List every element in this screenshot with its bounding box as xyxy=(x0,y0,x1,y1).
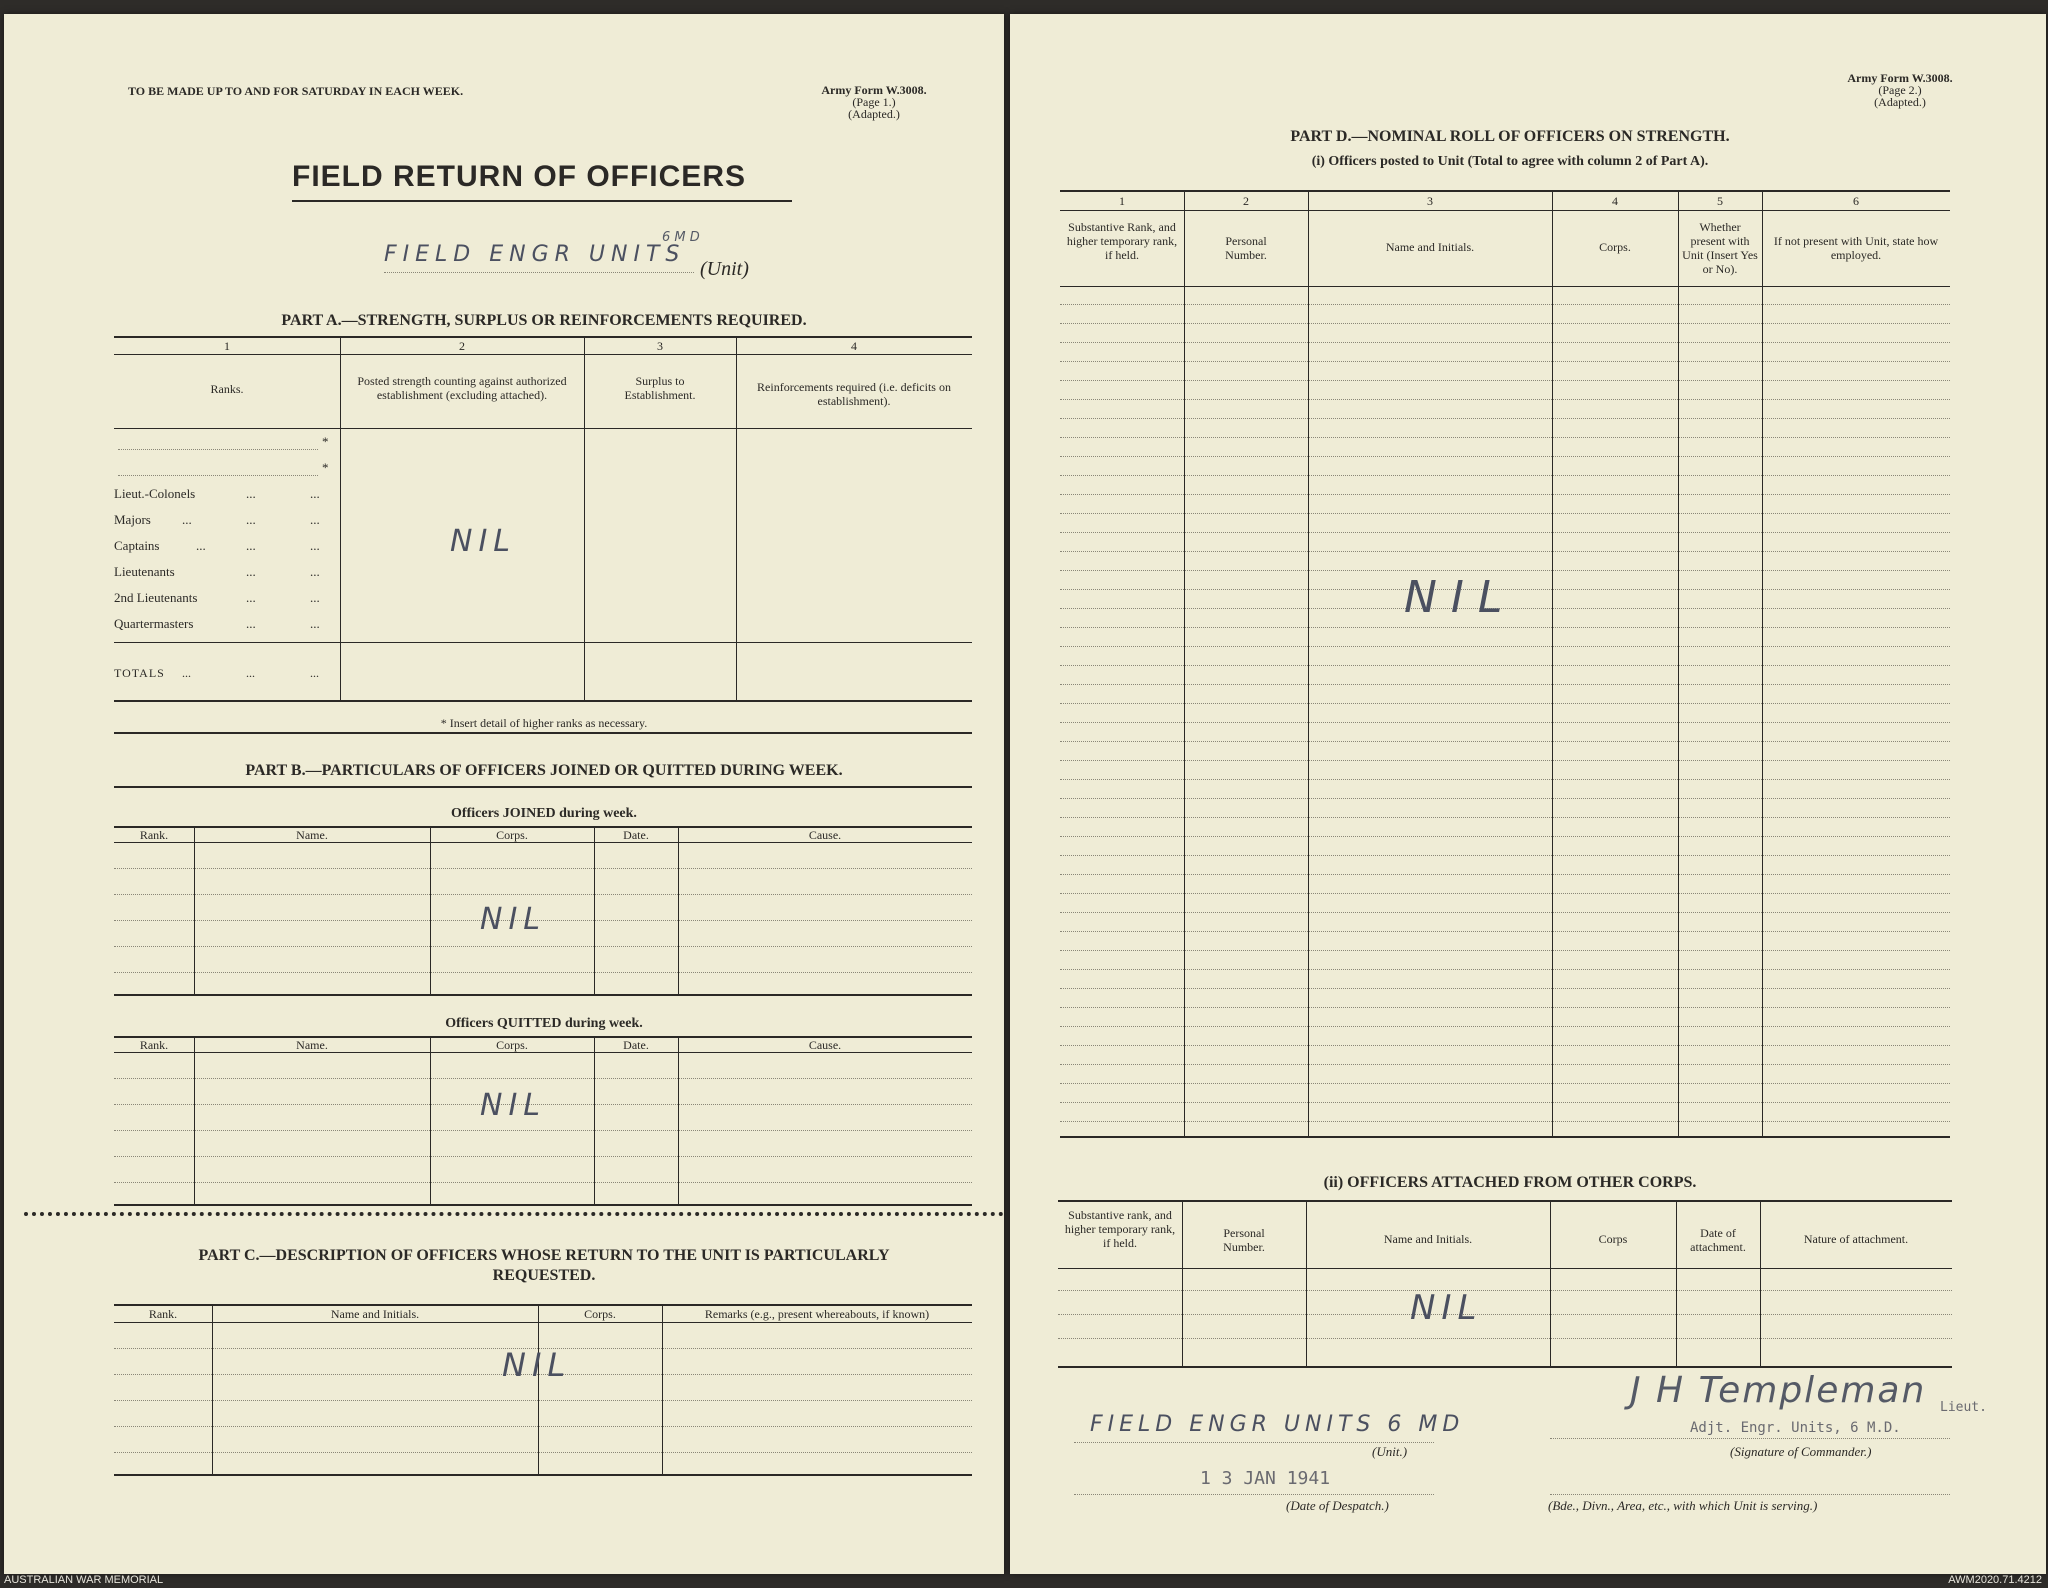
part-c-table: Rank. Name and Initials. Corps. Remarks (e.g., present whereabouts, if known) NIL xyxy=(114,1304,972,1476)
signature-label: (Signature of Commander.) xyxy=(1730,1444,1872,1459)
header-how-employed: If not present with Unit, state how employed. xyxy=(1773,234,1939,262)
part-a-table: 1 2 3 4 Ranks. Posted strength counting against authorized establishment (excluding attached). Surplus to Establishment. Reinforcements required (i.e. deficits on establishment). * * Lieut.-Colonels ... ... Majors ... ... ... Captains ... ... ... Lieutenants ... ... 2nd Lieutenants ... ... Quartermasters ... ... TOTALS ... ... ... NIL xyxy=(114,338,972,702)
form-page-1 xyxy=(4,14,1004,1574)
form-title: FIELD RETURN OF OFFICERS xyxy=(292,160,746,193)
unit-handwritten: FIELD ENGR UNITS xyxy=(384,242,686,267)
date-of-despatch-label: (Date of Despatch.) xyxy=(1286,1498,1389,1513)
nil-part-c: NIL xyxy=(502,1346,572,1384)
header-ranks: Ranks. xyxy=(210,382,244,396)
part-d2-title: (ii) OFFICERS ATTACHED FROM OTHER CORPS. xyxy=(1323,1174,1697,1191)
rank-row: 2nd Lieutenants ... ... xyxy=(114,590,320,605)
rank-row: Lieutenants ... ... xyxy=(114,564,320,579)
perforation-line xyxy=(24,1212,1004,1216)
header-reinforcements: Reinforcements required (i.e. deficits on establishment). xyxy=(757,380,951,408)
header-personal-number: Personal Number. xyxy=(1225,234,1267,262)
form-page-2 xyxy=(1010,14,2046,1574)
signoff-rank: Lieut. xyxy=(1940,1400,1987,1415)
nil-quitted: NIL xyxy=(480,1088,547,1123)
nominal-roll-table: 1 2 3 4 5 6 Substantive Rank, and higher temporary rank, if held. Personal Number. Name and Initials. Corps. Whether present with Unit (Insert Yes or No). If not present with Unit, state how employed. NIL xyxy=(1060,190,1950,1138)
part-a-title: PART A.—STRENGTH, SURPLUS OR REINFORCEMENTS REQUIRED. xyxy=(281,312,807,329)
quitted-table: Rank. Name. Corps. Date. Cause. NIL xyxy=(114,1036,972,1206)
nil-joined: NIL xyxy=(480,902,547,937)
part-c-title: PART C.—DESCRIPTION OF OFFICERS WHOSE RETURN TO THE UNIT IS PARTICULARLY REQUESTED. xyxy=(198,1247,890,1284)
quitted-title: Officers QUITTED during week. xyxy=(445,1016,643,1031)
totals-row: TOTALS ... ... ... xyxy=(114,666,319,680)
unit-line xyxy=(384,272,694,273)
despatch-date-stamp: 1 3 JAN 1941 xyxy=(1200,1468,1331,1489)
part-b-title: PART B.—PARTICULARS OF OFFICERS JOINED OR QUITTED DURING WEEK. xyxy=(245,762,843,779)
rank-row: Majors ... ... ... xyxy=(114,512,320,527)
nil-part-a: NIL xyxy=(450,524,517,559)
header-posted-strength: Posted strength counting against authorized establishment (excluding attached). xyxy=(357,374,567,402)
ruled-entry-lines xyxy=(1060,286,1950,1136)
header-surplus: Surplus to Establishment. xyxy=(624,374,696,402)
attached-officers-table: Substantive rank, and higher temporary rank, if held. Personal Number. Name and Initials. Corps Date of attachment. Nature of attachment. NIL xyxy=(1058,1202,1952,1368)
rank-row: Lieut.-Colonels ... ... xyxy=(114,486,320,501)
title-underline xyxy=(292,200,792,202)
weekly-instruction: TO BE MADE UP TO AND FOR SATURDAY IN EACH WEEK. xyxy=(128,84,464,98)
part-d-title: PART D.—NOMINAL ROLL OF OFFICERS ON STRENGTH. xyxy=(1290,128,1730,145)
signoff-unit-handwritten: FIELD ENGR UNITS 6 MD xyxy=(1090,1412,1465,1437)
rank-list xyxy=(114,486,340,642)
part-d-subtitle: (i) Officers posted to Unit (Total to agree with column 2 of Part A). xyxy=(1311,154,1709,169)
joined-table: Rank. Name. Corps. Date. Cause. NIL xyxy=(114,826,972,996)
nil-part-d: NIL xyxy=(1404,572,1517,623)
nil-part-d2: NIL xyxy=(1410,1288,1483,1328)
header-substantive-rank: Substantive Rank, and higher temporary rank, if held. xyxy=(1066,220,1178,262)
unit-superscript: 6 M D xyxy=(662,230,700,245)
footer-institution: AUSTRALIAN WAR MEMORIAL xyxy=(4,1574,164,1586)
signoff-appointment: Adjt. Engr. Units, 6 M.D. xyxy=(1690,1420,1901,1436)
form-identifier-page-1: Army Form W.3008. (Page 1.) (Adapted.) xyxy=(821,83,927,121)
formation-label: (Bde., Divn., Area, etc., with which Unit is serving.) xyxy=(1548,1498,1818,1513)
footer-accession: AWM2020.71.4212 xyxy=(1948,1574,2042,1586)
form-identifier-page-2: Army Form W.3008. (Page 2.) (Adapted.) xyxy=(1847,71,1953,109)
rank-row: Captains ... ... ... xyxy=(114,538,320,553)
part-a-footnote: * Insert detail of higher ranks as necessary. xyxy=(440,716,648,730)
header-whether-present: Whether present with Unit (Insert Yes or No). xyxy=(1682,220,1758,276)
unit-label: (Unit) xyxy=(700,258,749,280)
joined-title: Officers JOINED during week. xyxy=(451,806,637,821)
header-corps: Corps. xyxy=(1599,240,1631,254)
rank-row: Quartermasters ... ... xyxy=(114,616,320,631)
header-name-initials: Name and Initials. xyxy=(1385,240,1475,254)
commander-signature: J H Templeman xyxy=(1630,1370,1927,1411)
signoff-unit-label: (Unit.) xyxy=(1372,1444,1408,1459)
